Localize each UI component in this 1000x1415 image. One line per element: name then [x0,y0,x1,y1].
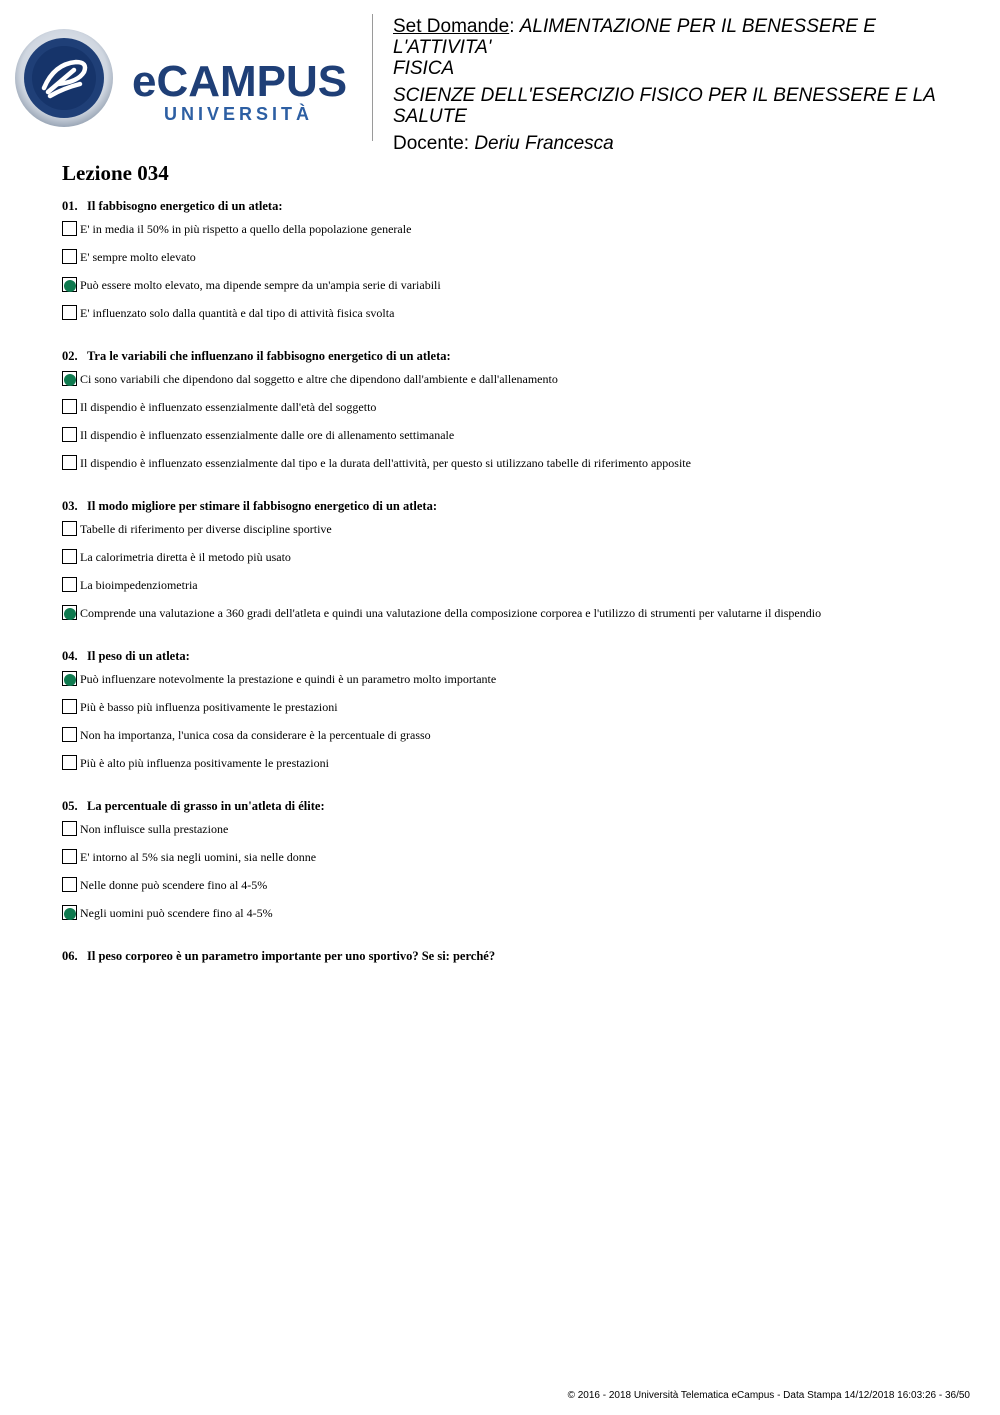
checkbox-icon [62,305,77,320]
checkbox-icon [62,755,77,770]
question-number: 05. [62,799,78,813]
set-line [393,16,978,58]
answer-option [62,877,962,905]
checkbox-icon [62,549,77,564]
question-title [62,197,962,215]
question-text: Il peso di un atleta: [87,649,190,663]
checkbox-icon [62,427,77,442]
checkbox-icon [62,249,77,264]
answer-option [62,727,962,755]
question-number: 01. [62,199,78,213]
checkbox-icon [62,849,77,864]
answer-option [62,277,962,305]
answer-option [62,699,962,727]
question-block [62,797,962,933]
answer-option [62,577,962,605]
answer-text: Comprende una valutazione a 360 gradi dell'atleta e quindi una valutazione della composizione corporea e l'utilizzo di strumenti per valutarne il dispendio [80,606,822,620]
answer-option [62,549,962,577]
question-text: Il peso corporeo è un parametro importante per uno sportivo? Se si: perché? [87,949,496,963]
checkbox-icon [62,877,77,892]
question-text: La percentuale di grasso in un'atleta di élite: [87,799,325,813]
answer-text: Più è alto più influenza positivamente le prestazioni [80,756,329,770]
checkbox-icon [62,221,77,236]
set-separator: : [509,16,515,37]
answer-option [62,605,962,633]
checkbox-icon [62,727,77,742]
answer-text: E' intorno al 5% sia negli uomini, sia nelle donne [80,850,317,864]
answer-text: Può essere molto elevato, ma dipende sempre da un'ampia serie di variabili [80,278,441,292]
set-label: Set Domande [393,16,510,37]
checkbox-icon [62,699,77,714]
answer-text: Il dispendio è influenzato essenzialmente dal tipo e la durata dell'attività, per questo si utilizzano tabelle di riferimento apposite [80,456,691,470]
question-number: 02. [62,349,78,363]
checkbox-icon [62,821,77,836]
checkbox-icon [62,455,77,470]
answer-text: Non influisce sulla prestazione [80,822,229,836]
answer-option [62,671,962,699]
question-block [62,947,962,965]
answer-option [62,521,962,549]
header-divider [372,14,373,141]
answer-option [62,905,962,933]
checked-checkbox-icon [62,671,77,686]
question-text: Tra le variabili che influenzano il fabbisogno energetico di un atleta: [87,349,451,363]
checked-checkbox-icon [62,605,77,620]
question-list [62,197,962,979]
checked-checkbox-icon [62,371,77,386]
answer-option [62,455,962,483]
question-text: Il modo migliore per stimare il fabbisogno energetico di un atleta: [87,499,437,513]
question-number: 04. [62,649,78,663]
question-block [62,347,962,483]
page-footer: © 2016 - 2018 Università Telematica eCampus - Data Stampa 14/12/2018 16:03:26 - 36/50 [567,1390,970,1401]
checkbox-icon [62,577,77,592]
answer-text: Tabelle di riferimento per diverse discipline sportive [80,522,332,536]
answer-option [62,399,962,427]
answer-text: La calorimetria diretta è il metodo più usato [80,550,291,564]
answer-option [62,755,962,783]
checkbox-icon [62,521,77,536]
answer-text: E' sempre molto elevato [80,250,196,264]
question-block [62,647,962,783]
answer-option [62,305,962,333]
answer-option [62,221,962,249]
logo-subtext: UNIVERSITÀ [164,104,314,124]
lesson-title: Lezione 034 [62,161,169,185]
course-line2: SALUTE [393,106,467,127]
answer-text: Il dispendio è influenzato essenzialmente dalle ore di allenamento settimanale [80,428,455,442]
answer-option [62,849,962,877]
question-title [62,347,962,365]
subject-line2: FISICA [393,58,455,79]
answer-text: La bioimpedenziometria [80,578,198,592]
checked-checkbox-icon [62,277,77,292]
answer-text: E' in media il 50% in più rispetto a quello della popolazione generale [80,222,412,236]
answer-text: Nelle donne può scendere fino al 4-5% [80,878,268,892]
seal-icon [15,29,113,127]
logo-wordmark: eCAMPUS [132,57,348,106]
subject-line1: ALIMENTAZIONE PER IL BENESSERE E L'ATTIVITA' [393,16,876,58]
answer-text: Il dispendio è influenzato essenzialmente dall'età del soggetto [80,400,377,414]
question-block [62,497,962,633]
answer-text: E' influenzato solo dalla quantità e dal tipo di attività fisica svolta [80,306,395,320]
answer-text: Più è basso più influenza positivamente le prestazioni [80,700,338,714]
question-number: 06. [62,949,78,963]
answer-option [62,249,962,277]
answer-option [62,821,962,849]
question-title [62,947,962,965]
teacher-label: Docente: [393,133,475,154]
question-title [62,647,962,665]
question-text: Il fabbisogno energetico di un atleta: [87,199,283,213]
ecampus-logo [14,14,374,144]
teacher-line [393,133,978,154]
question-block [62,197,962,333]
answer-text: Ci sono variabili che dipendono dal soggetto e altre che dipendono dall'ambiente e dall'allenamento [80,372,558,386]
question-title [62,797,962,815]
answer-text: Negli uomini può scendere fino al 4-5% [80,906,273,920]
question-number: 03. [62,499,78,513]
teacher-name: Deriu Francesca [474,133,614,154]
answer-option [62,427,962,455]
question-title [62,497,962,515]
checkbox-icon [62,399,77,414]
checked-checkbox-icon [62,905,77,920]
course-line1: SCIENZE DELL'ESERCIZIO FISICO PER IL BENESSERE E LA [393,85,936,106]
answer-option [62,371,962,399]
answer-text: Può influenzare notevolmente la prestazione e quindi è un parametro molto importante [80,672,497,686]
answer-text: Non ha importanza, l'unica cosa da considerare è la percentuale di grasso [80,728,431,742]
header-info [393,16,978,154]
